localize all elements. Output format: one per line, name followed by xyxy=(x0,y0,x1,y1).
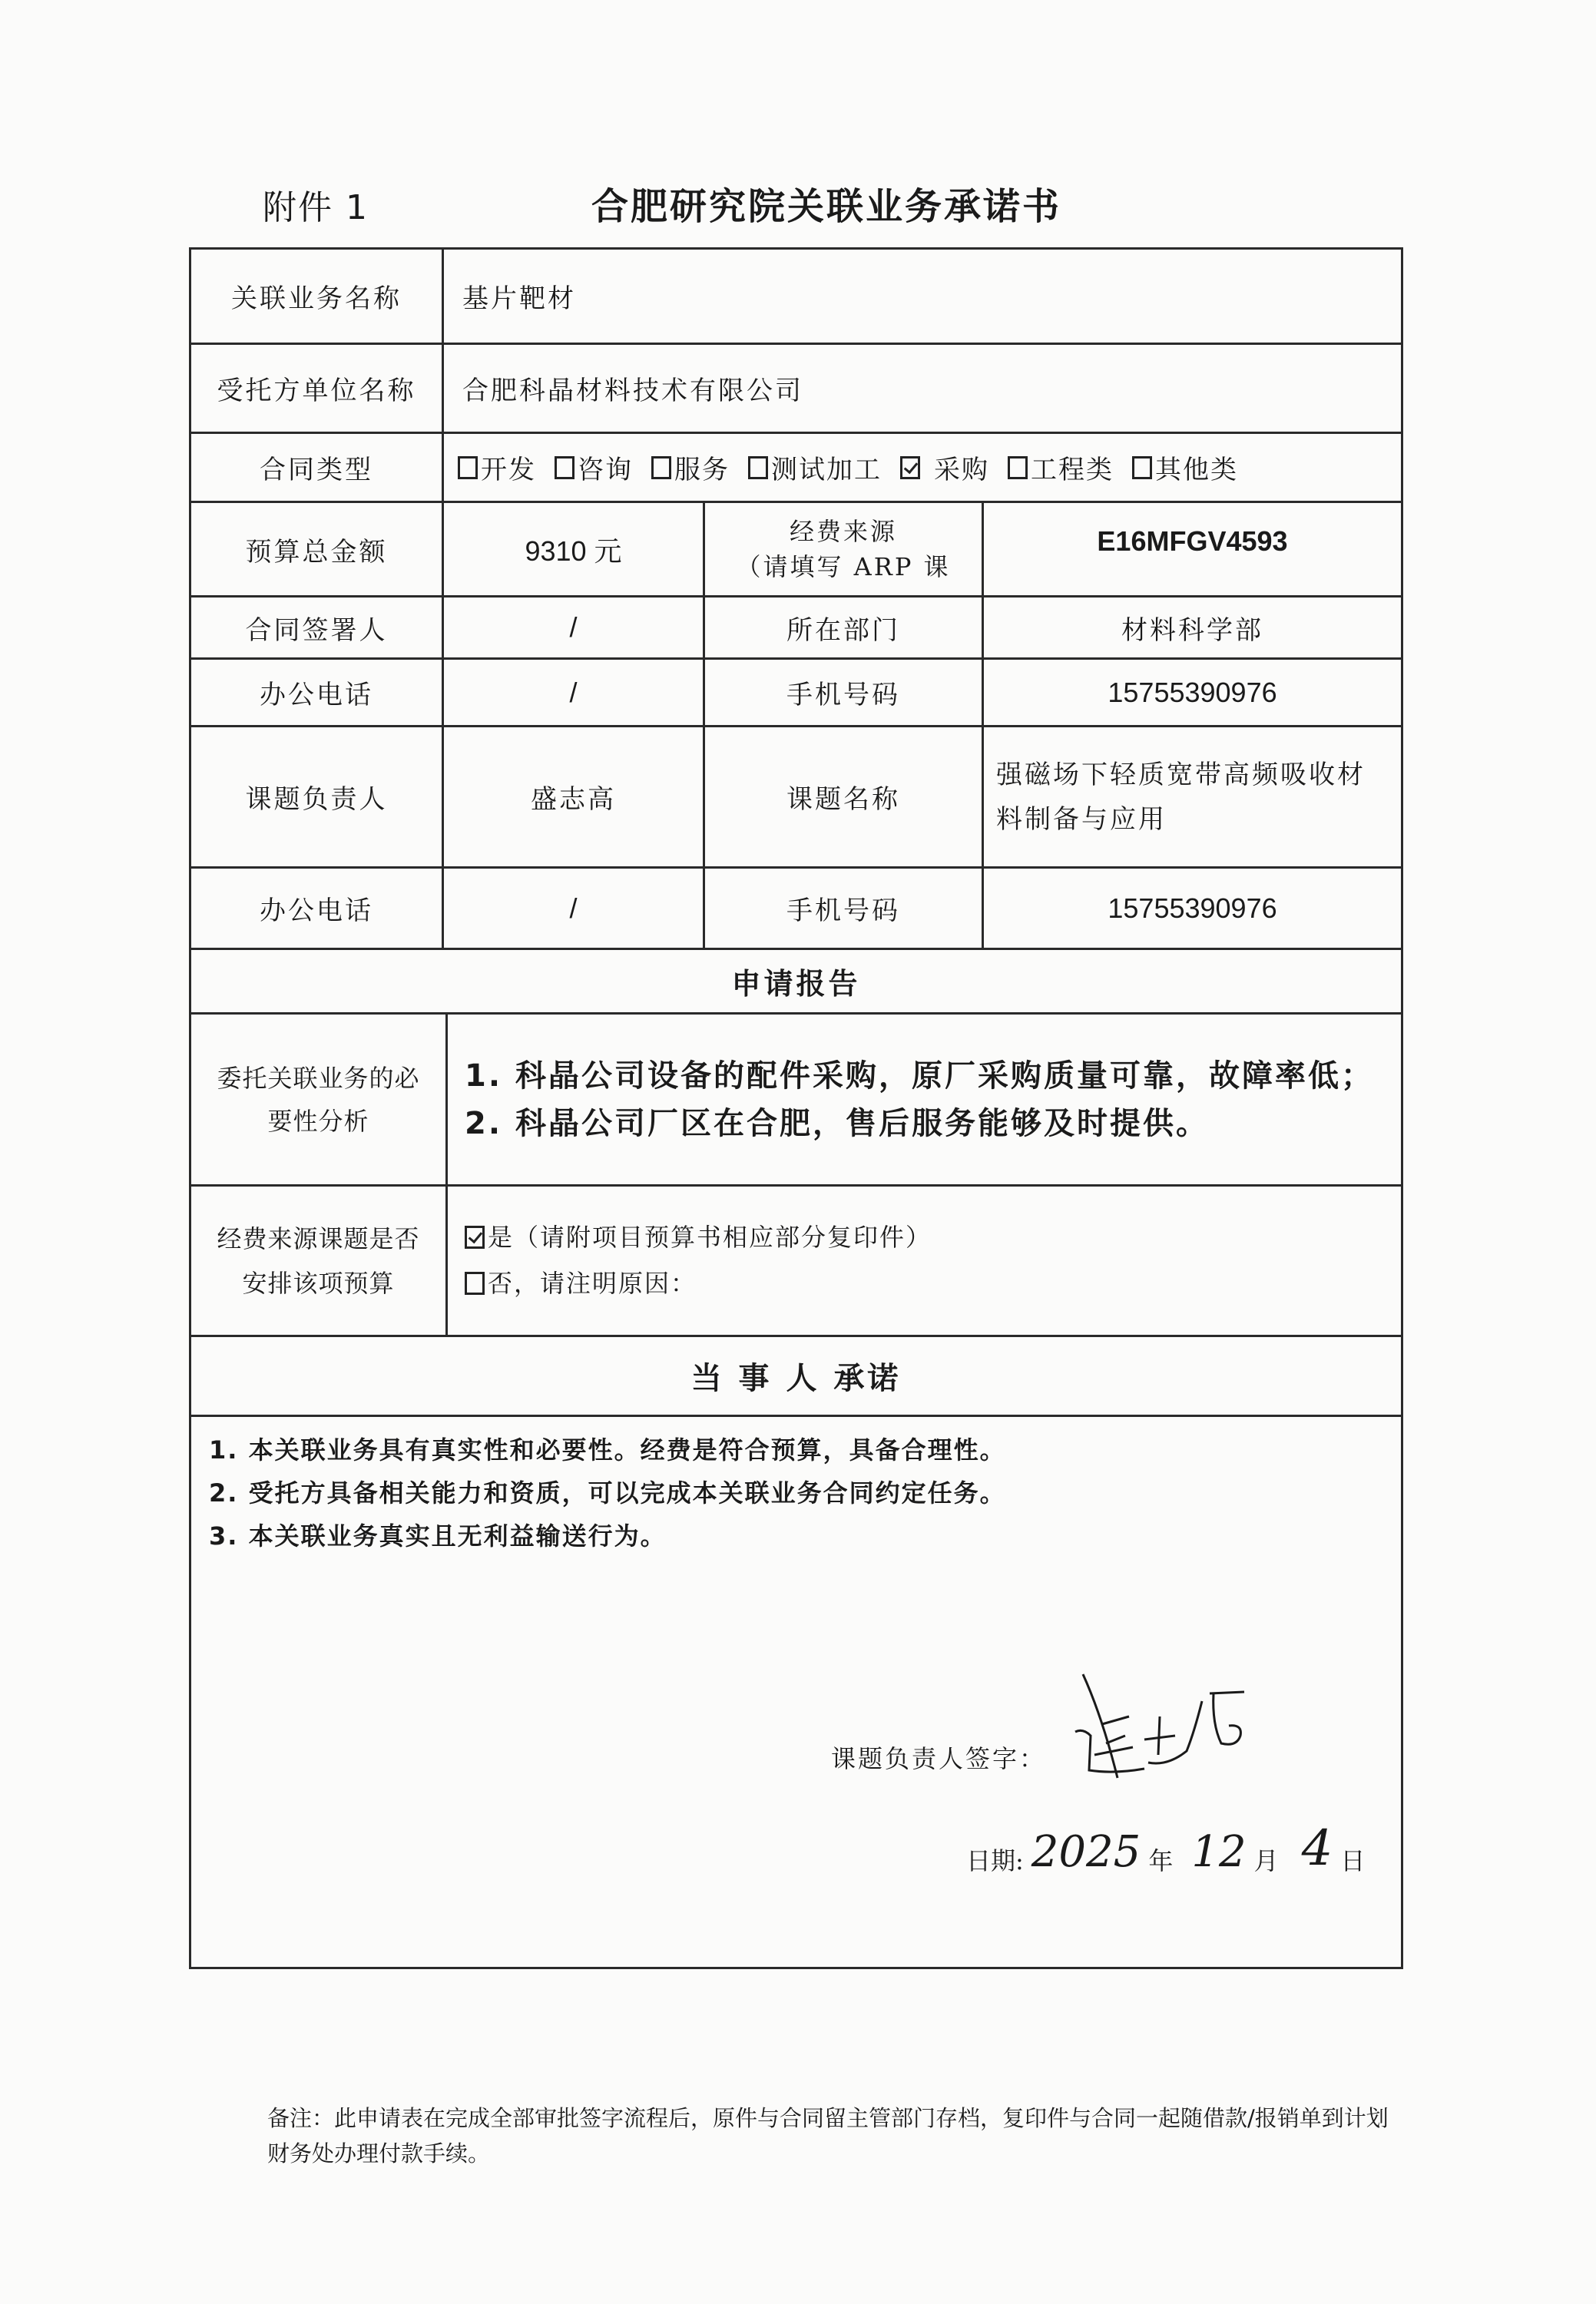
footnote: 备注：此申请表在完成全部审批签字流程后，原件与合同留主管部门存档，复印件与合同一起随借款/报销单到计划财务处办理付款手续。 xyxy=(267,2105,1389,2167)
date-row xyxy=(966,1820,1365,1877)
report-heading: 申请报告 xyxy=(731,967,861,1001)
promise-heading: 当 事 人 承诺 xyxy=(690,1361,902,1396)
contract-type-label: 合同类型 xyxy=(260,455,373,485)
department-label: 所在部门 xyxy=(786,614,900,646)
contract-type-option-label: 采购 xyxy=(934,455,989,485)
budget-yes-option[interactable] xyxy=(465,1214,932,1260)
budget-arrange-label-line1: 经费来源课题是否 xyxy=(217,1223,420,1253)
contract-type-option-label: 工程类 xyxy=(1031,455,1114,485)
budget-no-checkbox[interactable] xyxy=(465,1272,485,1295)
necessity-label-line1: 委托关联业务的必 xyxy=(217,1063,420,1093)
budget-no-option[interactable] xyxy=(465,1260,697,1306)
row-divider xyxy=(189,1415,1403,1417)
mobile-label: 手机号码 xyxy=(786,680,900,710)
necessity-line: 2. 科晶公司厂区在合肥，售后服务能够及时提供。 xyxy=(465,1105,1209,1141)
contract-type-option-label: 服务 xyxy=(674,455,730,485)
contract-type-checkbox[interactable] xyxy=(458,456,478,479)
signer-label: 合同签署人 xyxy=(245,614,388,646)
promise-list xyxy=(209,1428,1006,1558)
contract-type-option-label: 咨询 xyxy=(578,455,633,485)
date-day-unit: 日 xyxy=(1340,1846,1366,1875)
budget-total-label: 预算总金额 xyxy=(245,536,388,568)
mobile-value: 15755390976 xyxy=(1108,676,1277,708)
project-name-value: 强磁场下轻质宽带高频吸收材料制备与应用 xyxy=(996,759,1366,835)
contract-type-checkbox[interactable] xyxy=(900,456,920,479)
office-phone2-value: / xyxy=(569,892,578,924)
date-year-unit: 年 xyxy=(1148,1846,1174,1875)
mobile2-value: 15755390976 xyxy=(1108,892,1277,924)
contract-type-option[interactable] xyxy=(651,449,730,486)
mobile2-label: 手机号码 xyxy=(786,895,900,926)
document-title: 合肥研究院关联业务承诺书 xyxy=(591,185,1062,228)
contract-type-checkbox[interactable] xyxy=(651,456,671,479)
office-phone-label: 办公电话 xyxy=(260,680,373,710)
funding-source-label xyxy=(705,503,982,595)
signature-icon xyxy=(1060,1670,1260,1786)
contract-type-option[interactable] xyxy=(1008,449,1114,486)
contract-type-option-label: 其他类 xyxy=(1155,455,1238,485)
table-border-bottom xyxy=(189,1967,1403,1969)
signature-label: 课题负责人签字： xyxy=(831,1744,1047,1773)
budget-yes-label: 是（请附项目预算书相应部分复印件） xyxy=(488,1223,932,1252)
contract-type-option-label: 开发 xyxy=(481,455,536,485)
entrusted-unit-label: 受托方单位名称 xyxy=(217,376,416,406)
department-value: 材料科学部 xyxy=(1121,614,1263,646)
budget-arrange-options xyxy=(448,1187,1401,1335)
attachment-label: 附件 1 xyxy=(263,188,369,227)
project-name-label: 课题名称 xyxy=(786,784,900,815)
necessity-label-line2: 要性分析 xyxy=(267,1106,369,1136)
contract-type-checkbox[interactable] xyxy=(1008,456,1028,479)
pi-value: 盛志高 xyxy=(531,784,616,815)
necessity-content xyxy=(448,1015,1401,1184)
necessity-label xyxy=(191,1015,445,1184)
contract-type-checkbox[interactable] xyxy=(555,456,574,479)
necessity-line: 1. 科晶公司设备的配件采购，原厂采购质量可靠，故障率低； xyxy=(465,1058,1374,1094)
contract-type-option[interactable] xyxy=(748,449,882,486)
promise-line: 2. 受托方具备相关能力和资质，可以完成本关联业务合同约定任务。 xyxy=(209,1478,1006,1508)
date-month-unit: 月 xyxy=(1253,1846,1279,1875)
funding-source-value: E16MFGV4593 xyxy=(1097,525,1288,557)
contract-type-checkbox[interactable] xyxy=(748,456,768,479)
table-border-right xyxy=(1401,247,1403,1969)
contract-type-option[interactable] xyxy=(458,449,536,486)
business-name-value: 基片靶材 xyxy=(462,283,576,314)
contract-type-option[interactable] xyxy=(900,449,989,486)
pi-label: 课题负责人 xyxy=(245,784,388,815)
date-day: 4 xyxy=(1301,1820,1333,1877)
date-year: 2025 xyxy=(1031,1827,1141,1877)
budget-arrange-label-line2: 安排该项预算 xyxy=(242,1268,395,1298)
office-phone2-label: 办公电话 xyxy=(260,895,373,926)
contract-type-options xyxy=(444,434,1401,501)
contract-type-option-label: 测试加工 xyxy=(771,455,882,485)
date-label: 日期: xyxy=(966,1846,1024,1875)
funding-source-label-line2: （请填写 ARP 课 xyxy=(736,552,951,581)
contract-type-option[interactable] xyxy=(1132,449,1238,486)
handwritten-signature xyxy=(1060,1670,1260,1789)
signer-value: / xyxy=(569,611,578,643)
budget-no-label: 否，请注明原因： xyxy=(488,1269,697,1298)
promise-line: 3. 本关联业务真实且无利益输送行为。 xyxy=(209,1521,667,1551)
funding-source-label-line1: 经费来源 xyxy=(789,517,897,546)
budget-yes-checkbox[interactable] xyxy=(465,1226,485,1249)
date-month: 12 xyxy=(1191,1827,1247,1877)
business-name-label: 关联业务名称 xyxy=(231,283,402,314)
office-phone-value: / xyxy=(569,676,578,708)
budget-arrange-label xyxy=(191,1187,445,1335)
contract-type-option[interactable] xyxy=(555,449,633,486)
promise-line: 1. 本关联业务具有真实性和必要性。经费是符合预算，具备合理性。 xyxy=(209,1435,1006,1465)
contract-type-checkbox[interactable] xyxy=(1132,456,1152,479)
entrusted-unit-value: 合肥科晶材料技术有限公司 xyxy=(462,376,803,406)
budget-total-value: 9310 元 xyxy=(525,535,622,567)
